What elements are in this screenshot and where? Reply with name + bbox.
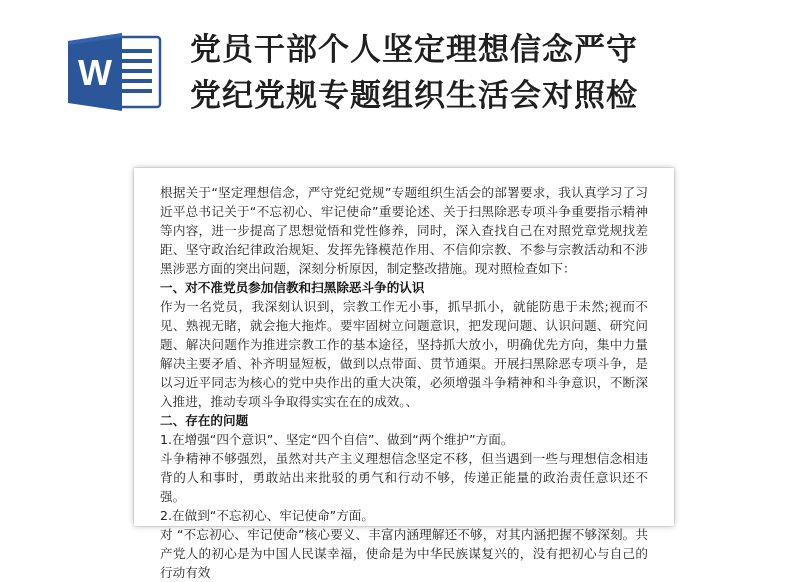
paragraph: 斗争精神不够强烈，虽然对共产主义理想信念坚定不移，但当遇到一些与理想信念相违背的人和事时，勇敢站出来批驳的勇气和行动不够，传递正能量的政治责任意识还不强。 <box>160 451 648 504</box>
paragraph: 对 “不忘初心、牢记使命”核心要义、丰富内涵理解还不够，对其内涵把握不够深刻。共产党人的初心是为中国人民谋幸福，使命是为中华民族谋复兴的，没有把初心与自己的行动有效 <box>160 527 648 580</box>
section-heading: 一、对不准党员参加信教和扫黑除恶斗争的认识 <box>160 280 425 295</box>
document-page <box>134 168 674 580</box>
word-icon-letter: W <box>78 52 112 93</box>
page-title-line-1: 党员干部个人坚定理想信念严守 <box>190 32 638 68</box>
paragraph: 作为一名党员，我深刻认识到，宗教工作无小事，抓早抓小，就能防患于未然;视而不见、熟视无睹，就会拖大拖炸。要牢固树立问题意识，把发现问题、认识问题、研究问题、解决问题作为推进宗教工作的基本途径，坚持抓大放小，明确优先方向，集中力量解决主要矛盾、补齐明显短板，做到以点带面、贯节通渠。开展扫黑除恶专项斗争，是以习近平同志为核心的党中央作出的重大决策，必须增强斗争精神和斗争意识，不断深入推进，推动专项斗争取得实实在在的成效。、 <box>160 299 648 409</box>
word-icon <box>66 31 166 113</box>
paragraph: 1.在增强“四个意识”、坚定“四个自信”、做到“两个维护”方面。 <box>160 432 514 447</box>
header <box>0 0 800 140</box>
paragraph: 2.在做到“不忘初心、牢记使命”方面。 <box>160 508 374 523</box>
section-heading: 二、存在的问题 <box>160 413 249 428</box>
paragraph: 根据关于“坚定理想信念，严守党纪党规”专题组织生活会的部署要求，我认真学习了习近平总书记关于“不忘初心、牢记使命”重要论述、关于扫黑除恶专项斗争重要指示精神等内容，进一步提高了思想觉悟和党性修养，同时，深入查找自己在对照党章党规找差距、坚守政治纪律政治规矩、发挥先锋模范作用、不信仰宗教、不参与宗教活动和不涉黑涉恶方面的突出问题，深刻分析原因，制定整改措施。现对照检查如下： <box>160 185 648 276</box>
document-body <box>160 183 648 582</box>
page-title-line-2: 党纪党规专题组织生活会对照检 <box>190 78 638 114</box>
